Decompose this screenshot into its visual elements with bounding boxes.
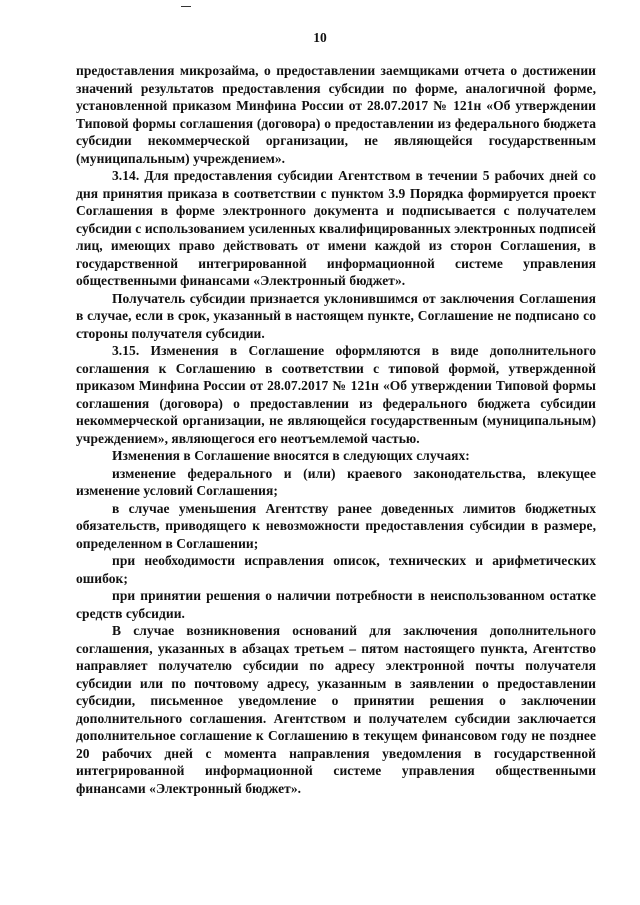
list-item-legislation-change: изменение федерального и (или) краевого законодательства, влекущее изменение условий Соглашения; bbox=[76, 465, 596, 498]
document-body bbox=[76, 62, 596, 797]
list-item-typo-correction: при необходимости исправления описок, технических и арифметических ошибок; bbox=[76, 553, 596, 586]
paragraph-additional-agreement: В случае возникновения оснований для заключения дополнительного соглашения, указанных в абзацах третьем – пятом настоящего пункта, Агентство направляет получателю субсидии по адресу электронной почты получателя субсидии или по почтовому адресу, указанным в заявлении о предоставлении субсидии, письменное уведомление о принятии решения о заключении дополнительного соглашения. Агентством и получателем субсидии заключается дополнительное соглашение к Соглашению в текущем финансовом году не позднее 20 рабочих дней с момента направления уведомления в государственной интегрированной информационной системе управления общественными финансами «Электронный бюджет». bbox=[76, 623, 596, 796]
page-number: 10 bbox=[313, 30, 327, 45]
scan-mark bbox=[181, 6, 191, 7]
paragraph-changes-intro: Изменения в Соглашение вносятся в следующих случаях: bbox=[112, 448, 470, 463]
list-item-unused-balance: при принятии решения о наличии потребности в неиспользованном остатке средств субсидии. bbox=[76, 588, 596, 621]
paragraph-3-14: 3.14. Для предоставления субсидии Агентством в течении 5 рабочих дней со дня принятия приказа в соответствии с пунктом 3.9 Порядка формируется проект Соглашения в форме электронного документа и подписывается с получателем субсидии с использованием усиленных квалифицированных электронных подписей лиц, имеющих право действовать от имени каждой из сторон Соглашения, в государственной интегрированной информационной системе управления общественными финансами «Электронный бюджет». bbox=[76, 168, 596, 288]
paragraph-continuation: предоставления микрозайма, о предоставлении заемщиками отчета о достижении значений результатов предоставления субсидии по форме, аналогичной форме, установленной приказом Минфина России от 28.07.2017 № 121н «Об утверждении Типовой формы соглашения (договора) о предоставлении из федерального бюджета субсидии некоммерческой организации, не являющейся государственным (муниципальным) учреждением». bbox=[76, 63, 596, 166]
list-item-limits-reduction: в случае уменьшения Агентству ранее доведенных лимитов бюджетных обязательств, приводящего к невозможности предоставления субсидии в размере, определенном в Соглашении; bbox=[76, 500, 596, 551]
paragraph-evasion: Получатель субсидии признается уклонившимся от заключения Соглашения в случае, если в срок, указанный в настоящем пункте, Соглашение не подписано со стороны получателя субсидии. bbox=[76, 290, 596, 341]
paragraph-3-15: 3.15. Изменения в Соглашение оформляются в виде дополнительного соглашения к Соглашению в соответствии с типовой формой, утвержденной приказом Минфина России от 28.07.2017 № 121н «Об утверждении Типовой формы соглашения (договора) о предоставлении из федерального бюджета субсидии некоммерческой организации, не являющейся государственным (муниципальным) учреждением», являющегося его неотъемлемой частью. bbox=[76, 343, 596, 446]
